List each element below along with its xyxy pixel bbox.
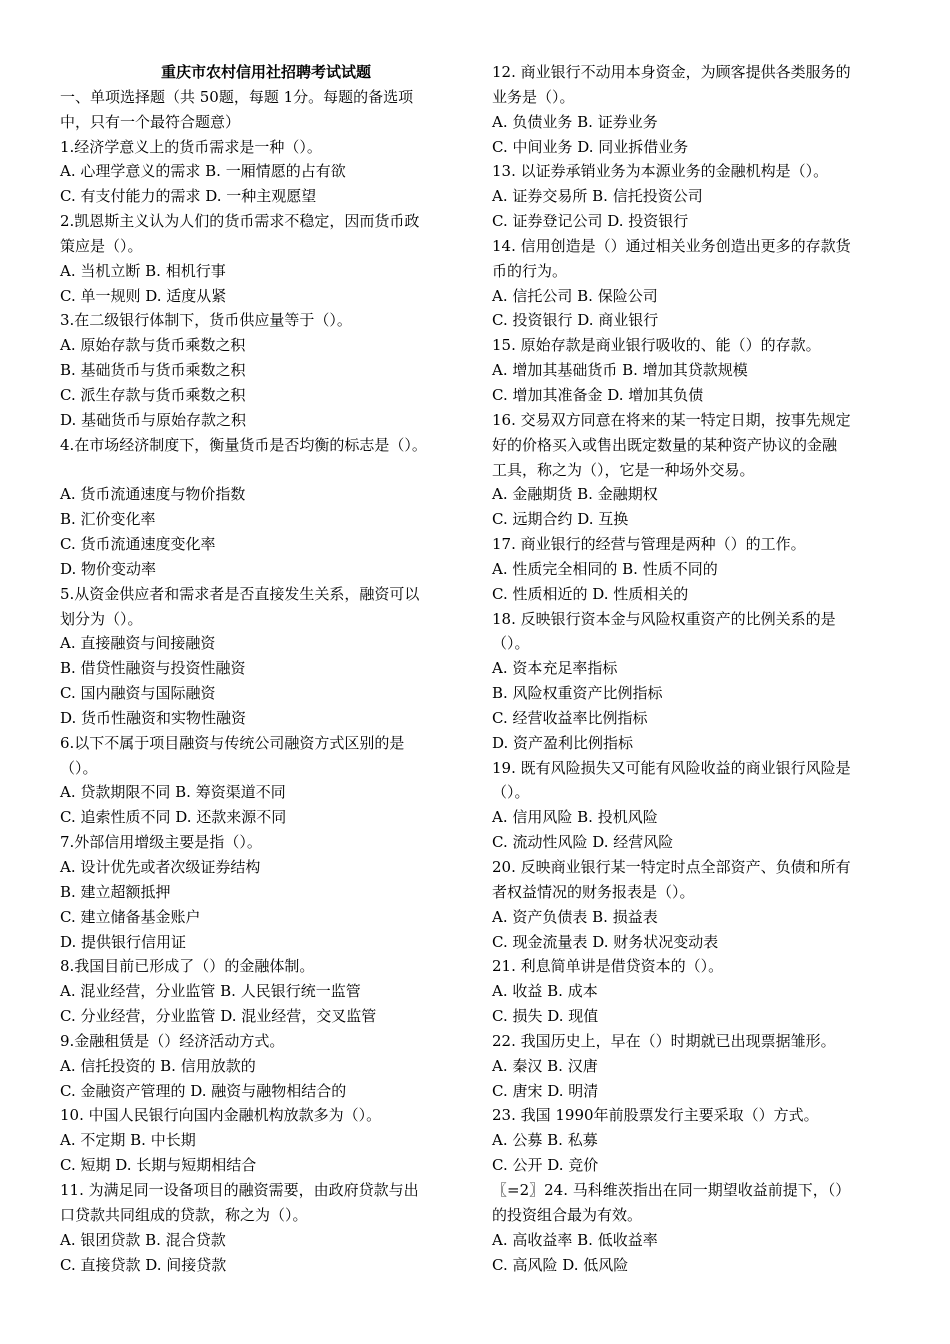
text-line: C. 分业经营，分业监管 D. 混业经营，交叉监管	[60, 1007, 377, 1026]
text-line: 〖=2〗24. 马科维茨指出在同一期望收益前提下，（）	[492, 1180, 851, 1199]
text-line: 口贷款共同组成的贷款，称之为（）。	[60, 1205, 308, 1224]
text-line: 16. 交易双方同意在将来的某一特定日期，按事先规定	[492, 410, 851, 429]
text-line: 中，只有一个最符合题意）	[60, 112, 241, 131]
text-line: 17. 商业银行的经营与管理是两种（）的工作。	[492, 535, 806, 554]
text-line: 业务是（）。	[492, 87, 575, 106]
text-line: 20. 反映商业银行某一特定时点全部资产、负债和所有	[492, 858, 851, 876]
text-line: B. 风险权重资产比例指标	[492, 684, 663, 703]
text-line: C. 公开 D. 竞价	[492, 1156, 599, 1175]
text-line: B. 汇价变化率	[60, 510, 156, 529]
text-line: 工具，称之为（），它是一种场外交易。	[492, 460, 755, 479]
text-line: C. 金融资产管理的 D. 融资与融物相结合的	[60, 1081, 347, 1100]
text-line: 划分为（）。	[60, 609, 143, 628]
text-line: B. 建立超额抵押	[60, 882, 171, 901]
text-line: C. 国内融资与国际融资	[60, 684, 216, 703]
text-line: （）。	[492, 634, 530, 653]
text-line: 8.我国目前已形成了（）的金融体制。	[60, 957, 315, 976]
text-line: 9.金融租赁是（）经济活动方式。	[60, 1031, 285, 1050]
text-line: C. 直接贷款 D. 间接贷款	[60, 1255, 227, 1274]
text-line: 6.以下不属于项目融资与传统公司融资方式区别的是	[60, 733, 405, 752]
text-line: 好的价格买入或售出既定数量的某种资产协议的金融	[492, 435, 838, 454]
text-line: B. 借贷性融资与投资性融资	[60, 659, 246, 678]
text-line: 7.外部信用增级主要是指（）。	[60, 833, 262, 852]
text-line: 10. 中国人民银行向国内金融机构放款多为（）。	[60, 1106, 382, 1125]
text-line: A. 直接融资与间接融资	[60, 634, 216, 653]
text-line: D. 货币性融资和实物性融资	[60, 708, 247, 727]
text-line: 21. 利息简单讲是借贷资本的（）。	[492, 957, 724, 976]
text-line: A. 不定期 B. 中长期	[60, 1131, 196, 1150]
text-line: 2.凯恩斯主义认为人们的货币需求不稳定，因而货币政	[60, 212, 420, 231]
text-line: 22. 我国历史上，早在（）时期就已出现票据雏形。	[492, 1031, 836, 1050]
text-line: C. 追索性质不同 D. 还款来源不同	[60, 808, 287, 827]
text-line: A. 贷款期限不同 B. 筹资渠道不同	[60, 783, 286, 802]
text-line: D. 物价变动率	[60, 559, 157, 578]
text-line: C. 现金流量表 D. 财务状况变动表	[492, 932, 719, 951]
text-line: C. 远期合约 D. 互换	[492, 510, 629, 529]
text-line: 12. 商业银行不动用本身资金，为顾客提供各类服务的	[492, 63, 851, 81]
text-line: A. 负债业务 B. 证券业务	[492, 112, 658, 131]
text-line: D. 基础货币与原始存款之积	[60, 410, 247, 429]
text-line: C. 单一规则 D. 适度从紧	[60, 286, 227, 305]
text-line: C. 增加其准备金 D. 增加其负债	[492, 385, 704, 404]
text-line: A. 货币流通速度与物价指数	[60, 485, 246, 504]
left-column	[60, 60, 472, 1277]
text-line: A. 性质完全相同的 B. 性质不同的	[492, 559, 718, 578]
text-line: C. 高风险 D. 低风险	[492, 1255, 629, 1274]
text-line: C. 经营收益率比例指标	[492, 708, 648, 727]
text-line: A. 秦汉 B. 汉唐	[492, 1056, 598, 1075]
text-line: 5.从资金供应者和需求者是否直接发生关系，融资可以	[60, 584, 420, 603]
text-line: 4.在市场经济制度下，衡量货币是否均衡的标志是（）。	[60, 435, 427, 454]
text-line: C. 证券登记公司 D. 投资银行	[492, 212, 689, 231]
text-line: 一、单项选择题（共 50题，每题 1分。每题的备选项	[60, 87, 414, 106]
text-line: A. 资本充足率指标	[492, 659, 618, 678]
text-line: A. 设计优先或者次级证券结构	[60, 858, 261, 876]
text-line: 11. 为满足同一设备项目的融资需要，由政府贷款与出	[60, 1180, 419, 1199]
text-line: A. 原始存款与货币乘数之积	[60, 336, 246, 355]
text-line: A. 混业经营，分业监管 B. 人民银行统一监管	[60, 982, 361, 1001]
text-line: A. 证券交易所 B. 信托投资公司	[492, 187, 703, 206]
text-line: 1.经济学意义上的货币需求是一种（）。	[60, 137, 322, 156]
text-line: A. 银团贷款 B. 混合贷款	[60, 1230, 226, 1249]
text-line: A. 高收益率 B. 低收益率	[492, 1230, 658, 1249]
text-line: A. 心理学意义的需求 B. 一厢情愿的占有欲	[60, 162, 346, 181]
text-line: A. 信用风险 B. 投机风险	[492, 808, 658, 827]
text-line: D. 提供银行信用证	[60, 932, 187, 951]
text-line: B. 基础货币与货币乘数之积	[60, 361, 246, 380]
text-line: A. 信托投资的 B. 信用放款的	[60, 1056, 256, 1075]
text-line: （）。	[60, 758, 98, 777]
text-line: 策应是（）。	[60, 236, 143, 255]
text-line: 18. 反映银行资本金与风险权重资产的比例关系的是	[492, 609, 836, 628]
right-column	[492, 60, 892, 1277]
text-line: 15. 原始存款是商业银行吸收的、能（）的存款。	[492, 336, 821, 355]
text-line: A. 收益 B. 成本	[492, 982, 598, 1001]
text-line: A. 资产负债表 B. 损益表	[492, 907, 658, 926]
text-line: A. 增加其基础货币 B. 增加其贷款规模	[492, 361, 748, 380]
text-line: 13. 以证券承销业务为本源业务的金融机构是（）。	[492, 162, 829, 181]
text-line: 3.在二级银行体制下，货币供应量等于（）。	[60, 311, 352, 330]
text-line: C. 建立储备基金账户	[60, 907, 201, 926]
text-line: C. 货币流通速度变化率	[60, 535, 216, 554]
text-line: C. 流动性风险 D. 经营风险	[492, 833, 674, 852]
text-line: （）。	[492, 783, 530, 802]
text-line: C. 唐宋 D. 明清	[492, 1081, 599, 1100]
text-line: D. 资产盈利比例指标	[492, 733, 634, 752]
text-line: C. 投资银行 D. 商业银行	[492, 311, 659, 330]
text-line: A. 公募 B. 私募	[492, 1131, 598, 1150]
text-line: C. 短期 D. 长期与短期相结合	[60, 1156, 257, 1175]
text-line: 者权益情况的财务报表是（）。	[492, 882, 695, 901]
text-line: 14. 信用创造是（）通过相关业务创造出更多的存款货	[492, 236, 851, 255]
document-title: 重庆市农村信用社招聘考试试题	[160, 63, 371, 81]
text-line: A. 金融期货 B. 金融期权	[492, 485, 658, 504]
text-line: 23. 我国 1990年前股票发行主要采取（）方式。	[492, 1106, 819, 1125]
text-line: C. 有支付能力的需求 D. 一种主观愿望	[60, 187, 317, 206]
text-line: 的投资组合最为有效。	[492, 1205, 643, 1224]
text-line: C. 派生存款与货币乘数之积	[60, 385, 246, 404]
text-line: A. 信托公司 B. 保险公司	[492, 286, 658, 305]
blank-line	[60, 458, 472, 483]
text-line: A. 当机立断 B. 相机行事	[60, 261, 226, 280]
text-line: 19. 既有风险损失又可能有风险收益的商业银行风险是	[492, 758, 851, 777]
text-line: C. 损失 D. 现值	[492, 1007, 599, 1026]
text-line: C. 性质相近的 D. 性质相关的	[492, 584, 689, 603]
text-line: C. 中间业务 D. 同业拆借业务	[492, 137, 689, 156]
text-line: 币的行为。	[492, 261, 568, 280]
